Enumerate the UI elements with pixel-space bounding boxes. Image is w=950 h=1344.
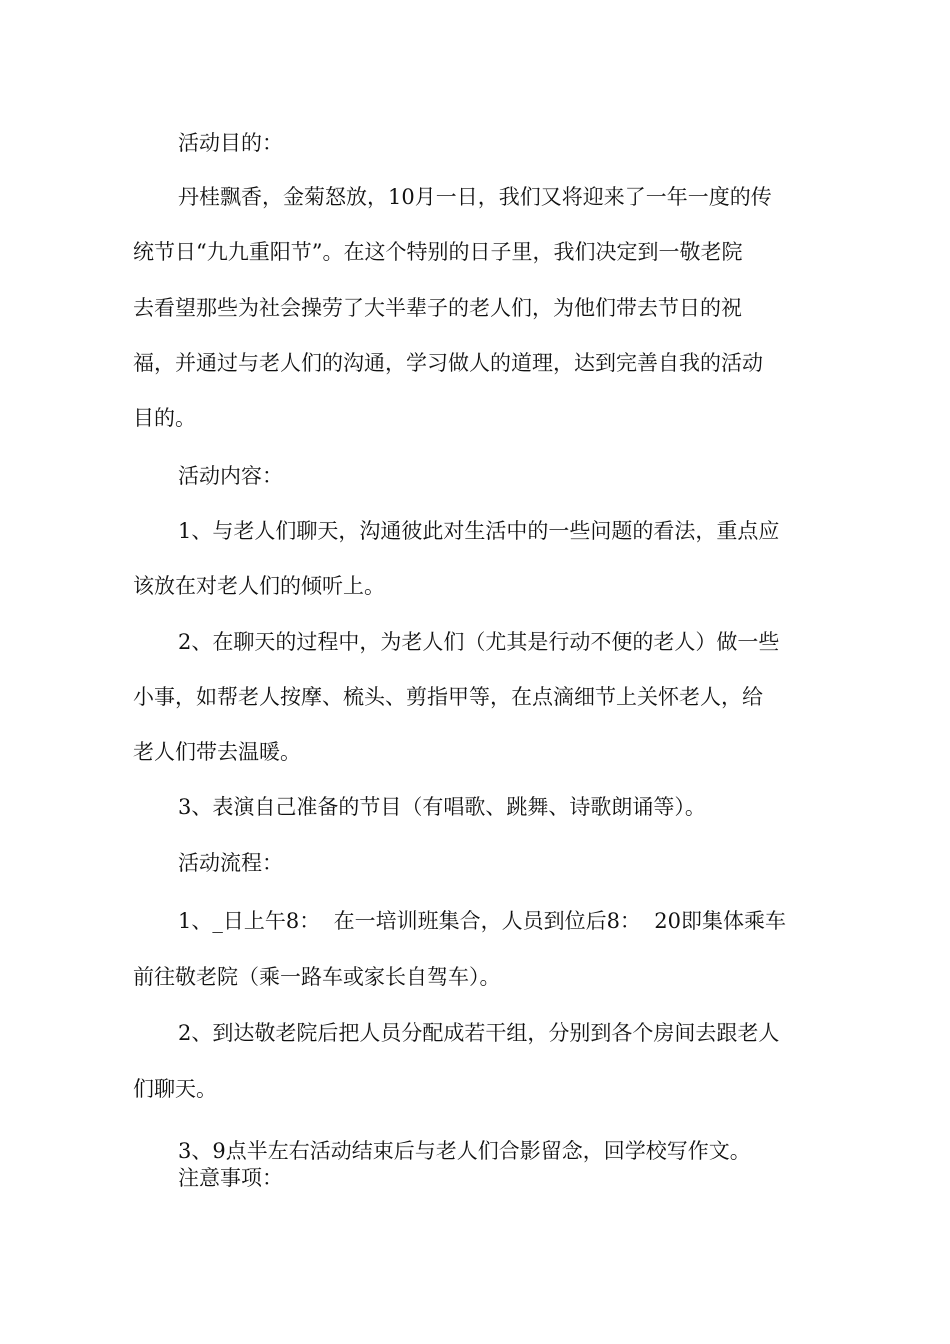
paragraph-line: 老人们带去温暖。 — [133, 740, 301, 764]
section-heading-notes: 注意事项： — [178, 1166, 283, 1190]
paragraph-line: 去看望那些为社会操劳了大半辈子的老人们，为他们带去节日的祝 — [133, 296, 742, 320]
paragraph-line: 1、_日上午8： 在一培训班集合，人员到位后8： 20即集体乘车 — [178, 909, 787, 933]
paragraph-line: 1、与老人们聊天，沟通彼此对生活中的一些问题的看法，重点应 — [178, 519, 780, 543]
paragraph-line: 目的。 — [133, 406, 196, 430]
paragraph-line: 们聊天。 — [133, 1077, 217, 1101]
section-heading-process: 活动流程： — [178, 851, 283, 875]
paragraph-line: 3、9点半左右活动结束后与老人们合影留念，回学校写作文。 — [178, 1139, 751, 1163]
paragraph-line: 丹桂飘香，金菊怒放，10月一日，我们又将迎来了一年一度的传 — [178, 185, 772, 209]
paragraph-line: 该放在对老人们的倾听上。 — [133, 574, 385, 598]
paragraph-line: 福，并通过与老人们的沟通，学习做人的道理，达到完善自我的活动 — [133, 351, 763, 375]
paragraph-line: 2、到达敬老院后把人员分配成若干组，分别到各个房间去跟老人 — [178, 1021, 780, 1045]
paragraph-line: 2、在聊天的过程中，为老人们（尤其是行动不便的老人）做一些 — [178, 630, 780, 654]
paragraph-line: 3、表演自己准备的节目（有唱歌、跳舞、诗歌朗诵等）。 — [178, 795, 706, 819]
section-heading-content: 活动内容： — [178, 464, 283, 488]
paragraph-line: 统节日“九九重阳节”。在这个特别的日子里，我们决定到一敬老院 — [133, 240, 743, 264]
paragraph-line: 小事，如帮老人按摩、梳头、剪指甲等，在点滴细节上关怀老人，给 — [133, 685, 763, 709]
paragraph-line: 前往敬老院（乘一路车或家长自驾车）。 — [133, 965, 501, 989]
section-heading-purpose: 活动目的： — [178, 131, 283, 155]
